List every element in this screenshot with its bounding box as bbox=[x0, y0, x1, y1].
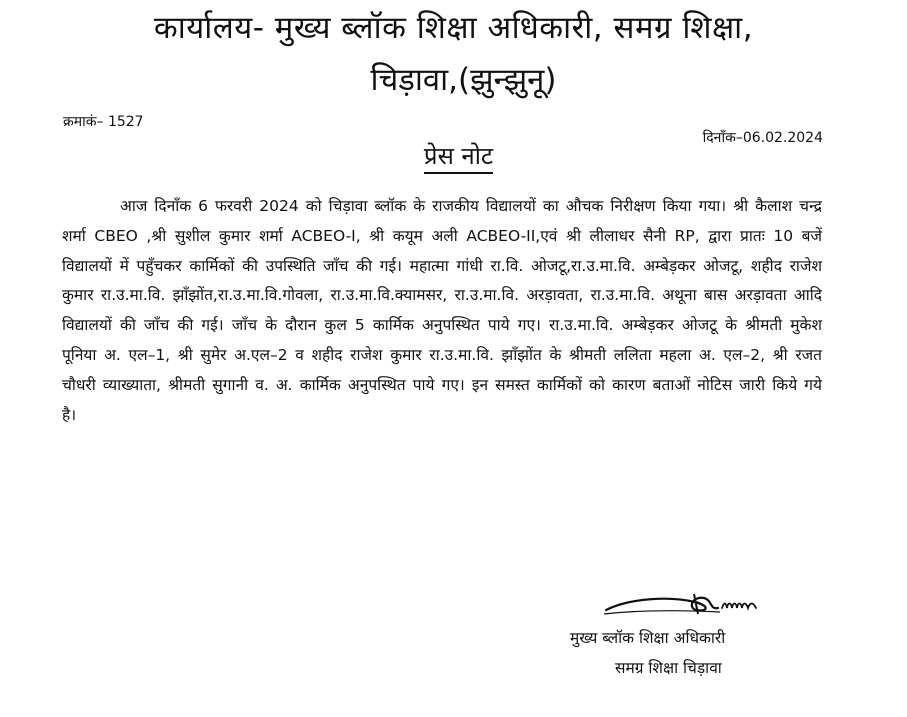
reference-number: क्रमाकं– 1527 bbox=[63, 114, 144, 130]
document-heading bbox=[0, 140, 907, 172]
signature-mark bbox=[600, 588, 780, 624]
signatory-title: मुख्य ब्लॉक शिक्षा अधिकारी bbox=[570, 629, 726, 647]
office-title-line1: कार्यालय- मुख्य ब्लॉक शिक्षा अधिकारी, समग्र शिक्षा, bbox=[153, 10, 754, 46]
document-date: दिनाँक–06.02.2024 bbox=[702, 130, 823, 146]
office-title-line2: चिड़ावा,(झुन्झुनू) bbox=[370, 62, 557, 98]
heading-text: प्रेस नोट bbox=[424, 142, 493, 174]
press-note-body: आज दिनाँक 6 फरवरी 2024 को चिड़ावा ब्लॉक के राजकीय विद्यालयों का औचक निरीक्षण किया गया। श्री कैलाश चन्द्र शर्मा CBEO ,श्री सुशील कुमार शर्मा ACBEO-I, श्री कयूम अली ACBEO-II,एवं श्री लीलाधर सैनी RP, द्वारा प्रातः 10 बजें विद्यालयों में पहुँचकर कार्मिकों की उपस्थिति जाँच की गई। महात्मा गांधी रा.वि. ओजटू,रा.उ.मा.वि. अम्बेड़कर ओजटू, शहीद राजेश कुमार रा.उ.मा.वि. झाँझोंत,रा.उ.मा.वि.गोवला, रा.उ.मा.वि.क्यामसर, रा.उ.मा.वि. अरड़ावता, रा.उ.मा.वि. अथूना बास अरड़ावता आदि विद्यालयों की जाँच की गई। जाँच के दौरान कुल 5 कार्मिक अनुपस्थित पाये गए। रा.उ.मा.वि. अम्बेड़कर ओजटू के श्रीमती मुकेश पूनिया अ. एल–1, श्री सुमेर अ.एल–2 व शहीद राजेश कुमार रा.उ.मा.वि. झाँझोंत के श्रीमती ललिता महला अ. एल–2, श्री रजत चौधरी व्याख्याता, श्रीमती सुगानी व. अ. कार्मिक अनुपस्थित पाये गए। इन समस्त कार्मिकों को कारण बताओं नोटिस जारी किये गये है। bbox=[62, 197, 822, 424]
signatory-office: समग्र शिक्षा चिड़ावा bbox=[615, 659, 722, 677]
